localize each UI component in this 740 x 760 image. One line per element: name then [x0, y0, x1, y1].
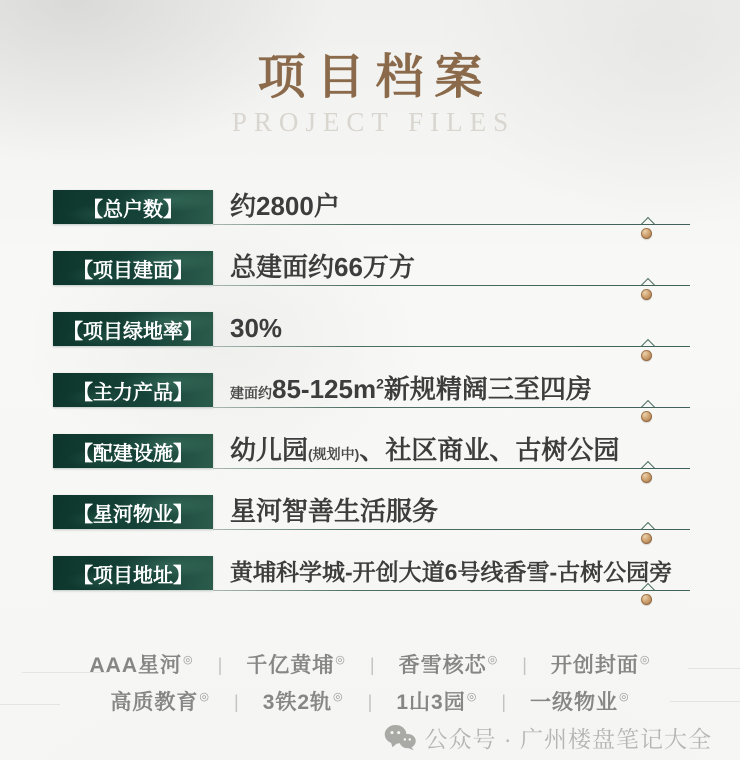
tag-separator: | — [369, 655, 375, 675]
info-row-main-product — [0, 373, 740, 408]
tag-label: 一级物业 — [530, 691, 618, 714]
row-label-badge: 【配建设施】 — [53, 434, 213, 468]
gold-bead-icon — [641, 411, 652, 422]
tag-separator: | — [367, 692, 373, 712]
row-value: 约2800户 — [230, 191, 340, 221]
info-row-gfa — [0, 251, 740, 286]
value-note-small: (规划中) — [308, 446, 360, 462]
tag-item — [530, 691, 630, 714]
tag-item — [246, 654, 346, 677]
row-value — [230, 434, 619, 469]
row-label-badge: 【总户数】 — [53, 190, 213, 224]
circle-mark-icon: ◎ — [619, 691, 630, 703]
value-rest: 新规精阔三至四房 — [383, 374, 592, 404]
row-value: 星河智善生活服务 — [230, 496, 439, 526]
row-underline — [213, 468, 690, 469]
row-label-badge: 【项目绿地率】 — [53, 312, 213, 346]
row-value: 总建面约66万方 — [230, 252, 415, 282]
row-value: 30% — [230, 313, 283, 343]
tag-item — [551, 654, 651, 677]
tag-item — [396, 691, 477, 714]
row-underline — [213, 346, 690, 347]
circle-mark-icon: ◎ — [183, 654, 194, 666]
row-label-badge: 【项目地址】 — [53, 556, 213, 590]
tag-item — [110, 691, 210, 714]
selling-points-row-2 — [0, 679, 740, 716]
footer-text: 公众号 · 广州楼盘笔记大全 — [424, 725, 712, 752]
info-rows — [0, 190, 740, 617]
info-row-facilities — [0, 434, 740, 469]
row-underline — [213, 529, 690, 530]
info-row-property-service — [0, 495, 740, 530]
tag-label: 千亿黄埔 — [246, 654, 335, 677]
wechat-icon — [384, 724, 416, 751]
circle-mark-icon: ◎ — [466, 691, 478, 703]
tag-separator: | — [234, 692, 239, 712]
circle-mark-icon: ◎ — [639, 654, 651, 666]
selling-points — [0, 642, 740, 716]
gold-bead-icon — [641, 228, 652, 239]
value-main: 85-125m — [272, 374, 377, 404]
tag-label: 1山3园 — [396, 691, 466, 714]
tag-label: 香雪核芯 — [398, 654, 487, 677]
circle-mark-icon: ◎ — [335, 654, 346, 666]
row-label-badge: 【项目建面】 — [53, 251, 213, 285]
row-underline — [213, 590, 690, 591]
tag-label: 高质教育 — [110, 691, 199, 714]
value-superscript: 2 — [376, 375, 384, 392]
circle-mark-icon: ◎ — [199, 691, 210, 703]
value-prefix-small: 建面约 — [230, 385, 272, 401]
info-row-green-ratio — [0, 312, 740, 347]
gold-bead-icon — [641, 350, 652, 361]
tag-item — [263, 691, 344, 714]
wechat-account-footer — [384, 720, 712, 754]
row-value: 黄埔科学城-开创大道6号线香雪-古树公园旁 — [230, 559, 673, 585]
gold-bead-icon — [641, 594, 652, 605]
tag-separator: | — [501, 692, 506, 712]
tag-separator: | — [217, 655, 223, 675]
tag-label: AAA星河 — [89, 654, 182, 677]
row-underline — [213, 407, 690, 408]
gold-bead-icon — [641, 533, 652, 544]
tag-label: 开创封面 — [550, 654, 639, 677]
tag-label: 3铁2轨 — [262, 691, 333, 714]
row-underline — [213, 224, 690, 225]
row-label-badge: 【主力产品】 — [53, 373, 213, 407]
gold-bead-icon — [641, 289, 652, 300]
info-row-address — [0, 556, 740, 591]
tag-item — [399, 654, 499, 677]
tag-item — [90, 654, 194, 677]
gold-bead-icon — [641, 472, 652, 483]
info-row-total-units — [0, 190, 740, 225]
circle-mark-icon: ◎ — [487, 654, 499, 666]
row-underline — [213, 285, 690, 286]
row-label-badge: 【星河物业】 — [53, 495, 213, 529]
header — [0, 38, 740, 138]
page-title: 项目档案 — [257, 51, 494, 104]
page-subtitle: PROJECT FILES — [231, 107, 516, 137]
circle-mark-icon: ◎ — [333, 691, 344, 703]
value-rest: 、社区商业、古树公园 — [359, 435, 620, 465]
tag-separator: | — [522, 655, 527, 675]
selling-points-row-1 — [0, 642, 740, 679]
row-value — [230, 373, 592, 408]
value-main: 幼儿园 — [230, 435, 309, 465]
